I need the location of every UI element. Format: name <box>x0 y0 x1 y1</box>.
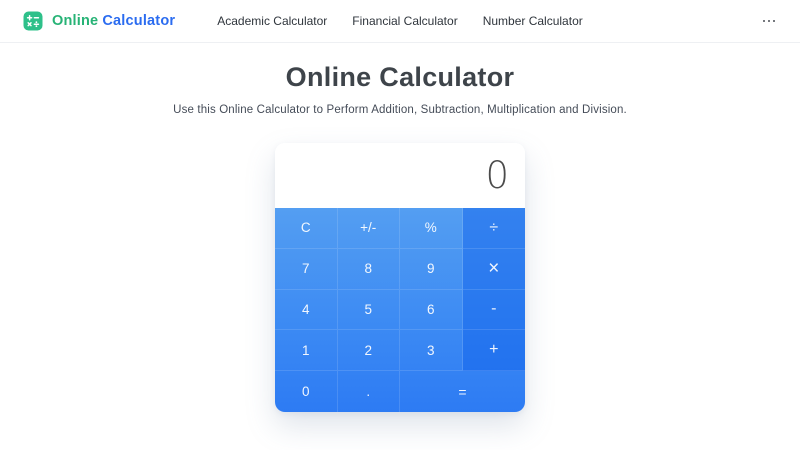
page-title: Online Calculator <box>285 62 515 92</box>
button-6[interactable]: 6 <box>400 290 463 331</box>
hero-section <box>0 62 800 116</box>
button-percent[interactable]: % <box>400 208 463 249</box>
top-navbar <box>0 0 800 43</box>
nav-number-calculator[interactable]: Number Calculator <box>482 14 583 28</box>
button-subtract[interactable]: - <box>463 290 526 331</box>
button-clear[interactable]: C <box>275 208 338 249</box>
more-menu-button[interactable] <box>761 16 778 27</box>
calculator-display <box>275 143 525 208</box>
brand-name <box>52 13 175 29</box>
button-8[interactable]: 8 <box>338 249 401 290</box>
calculator-display-value: 0 <box>485 154 509 197</box>
ellipsis-icon <box>773 20 776 23</box>
brand-name-first: Online <box>52 13 99 29</box>
button-equals[interactable]: = <box>400 371 525 412</box>
button-multiply[interactable]: × <box>463 249 526 290</box>
brand-name-second: Calculator <box>102 13 176 29</box>
button-7[interactable]: 7 <box>275 249 338 290</box>
ellipsis-icon <box>768 20 771 23</box>
brand-logo[interactable] <box>23 11 175 31</box>
button-add[interactable]: + <box>463 330 526 371</box>
button-3[interactable]: 3 <box>400 330 463 371</box>
button-plus-minus[interactable]: +/- <box>338 208 401 249</box>
main-nav <box>217 14 582 28</box>
calculator-logo-icon <box>23 11 43 31</box>
nav-academic-calculator[interactable]: Academic Calculator <box>217 14 328 28</box>
button-divide[interactable]: ÷ <box>463 208 526 249</box>
button-5[interactable]: 5 <box>338 290 401 331</box>
ellipsis-icon <box>763 20 766 23</box>
button-1[interactable]: 1 <box>275 330 338 371</box>
button-2[interactable]: 2 <box>338 330 401 371</box>
button-9[interactable]: 9 <box>400 249 463 290</box>
button-decimal[interactable]: . <box>338 371 401 412</box>
page-subtitle: Use this Online Calculator to Perform Addition, Subtraction, Multiplication and Division. <box>173 104 627 116</box>
button-0[interactable]: 0 <box>275 371 338 412</box>
nav-financial-calculator[interactable]: Financial Calculator <box>352 14 458 28</box>
button-4[interactable]: 4 <box>275 290 338 331</box>
calculator-widget <box>275 143 525 412</box>
calculator-keypad <box>275 208 525 412</box>
